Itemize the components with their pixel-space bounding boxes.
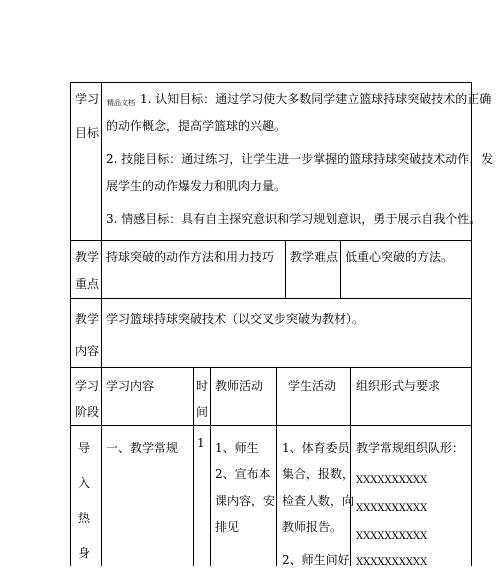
row-divider-objectives [70,240,472,241]
formation-row-1: XXXXXXXXXX [356,475,428,486]
org-title: 教学常规组织队形： [356,441,465,455]
objective-2-line1: 2. 技能目标：通过练习，让学生进一步掌握的篮球持球突破技术动作，发 [106,152,494,166]
warmup-time: 1 [197,436,205,450]
teacher-line-1: 1、师生 [215,441,259,455]
objective-1-line2: 的动作概念，提高学篮球的兴趣。 [106,119,287,133]
objective-2-line2: 展学生的动作爆发力和肌肉力量。 [106,179,287,193]
student-line-4: 教师报告。 [282,520,343,534]
header-teacher-activity: 教师活动 [215,379,264,393]
row-divider-header [70,425,472,426]
objective-1-line1: 1. 认知目标：通过学习使大多数同学建立篮球持球突破技术的正确 [140,92,492,106]
key-points-label-line1: 教学 [75,250,100,264]
time-column-right [210,367,211,566]
student-line-2: 集合，报数， [282,467,355,481]
student-column-left [276,367,277,566]
row-divider-content [70,367,472,368]
difficulty-label: 教学难点 [290,250,339,264]
student-line-5: 2、师生问好 [282,553,350,567]
row-divider-key-points [70,298,472,299]
formation-row-2: XXXXXXXXXX [356,503,428,514]
key-points-value: 持球突破的动作方法和用力技巧 [106,250,275,264]
warmup-content: 一、教学常规 [106,441,179,455]
objectives-label-line1: 学习 [75,92,100,106]
objective-3: 3. 情感目标：具有自主探究意识和学习规划意识，勇于展示自我个性。 [106,212,482,226]
table-border-top [70,82,472,83]
teacher-line-4: 排见 [215,520,240,534]
watermark-text: 精品文档 [107,99,135,107]
student-line-1: 1、体育委员 [282,441,350,455]
content-label-line2: 内容 [75,344,100,358]
header-learning-content: 学习内容 [106,379,155,393]
key-points-label-line2: 重点 [75,277,100,291]
time-column-left [193,367,194,566]
warmup-stage-char-1: 导 [78,441,91,455]
key-points-divider-2 [340,240,341,298]
teacher-line-2: 2、宣布本 [215,467,271,481]
table-border-left [70,82,71,566]
header-organization: 组织形式与要求 [356,379,441,393]
header-time-line1: 时 [196,379,209,393]
header-time-line2: 间 [196,405,209,419]
warmup-stage-char-3: 热 [78,511,91,525]
warmup-stage-char-2: 入 [78,476,91,490]
warmup-stage-char-4: 身 [78,546,91,560]
key-points-divider-1 [285,240,286,298]
header-stage-line2: 阶段 [75,405,100,419]
formation-row-4: XXXXXXXXXX [356,557,428,568]
header-stage-line1: 学习 [75,379,100,393]
student-line-3: 检查人数，向 [282,494,355,508]
content-label-line1: 教学 [75,312,100,326]
content-value: 学习篮球持球突破技术（以交叉步突破为教材）。 [106,312,365,326]
difficulty-value: 低重心突破的方法。 [345,250,454,264]
teacher-line-3: 课内容，安 [215,494,276,508]
header-student-activity: 学生活动 [288,379,337,393]
formation-row-3: XXXXXXXXXX [356,531,428,542]
label-column-divider [101,82,102,566]
objectives-label-line2: 目标 [75,126,100,140]
